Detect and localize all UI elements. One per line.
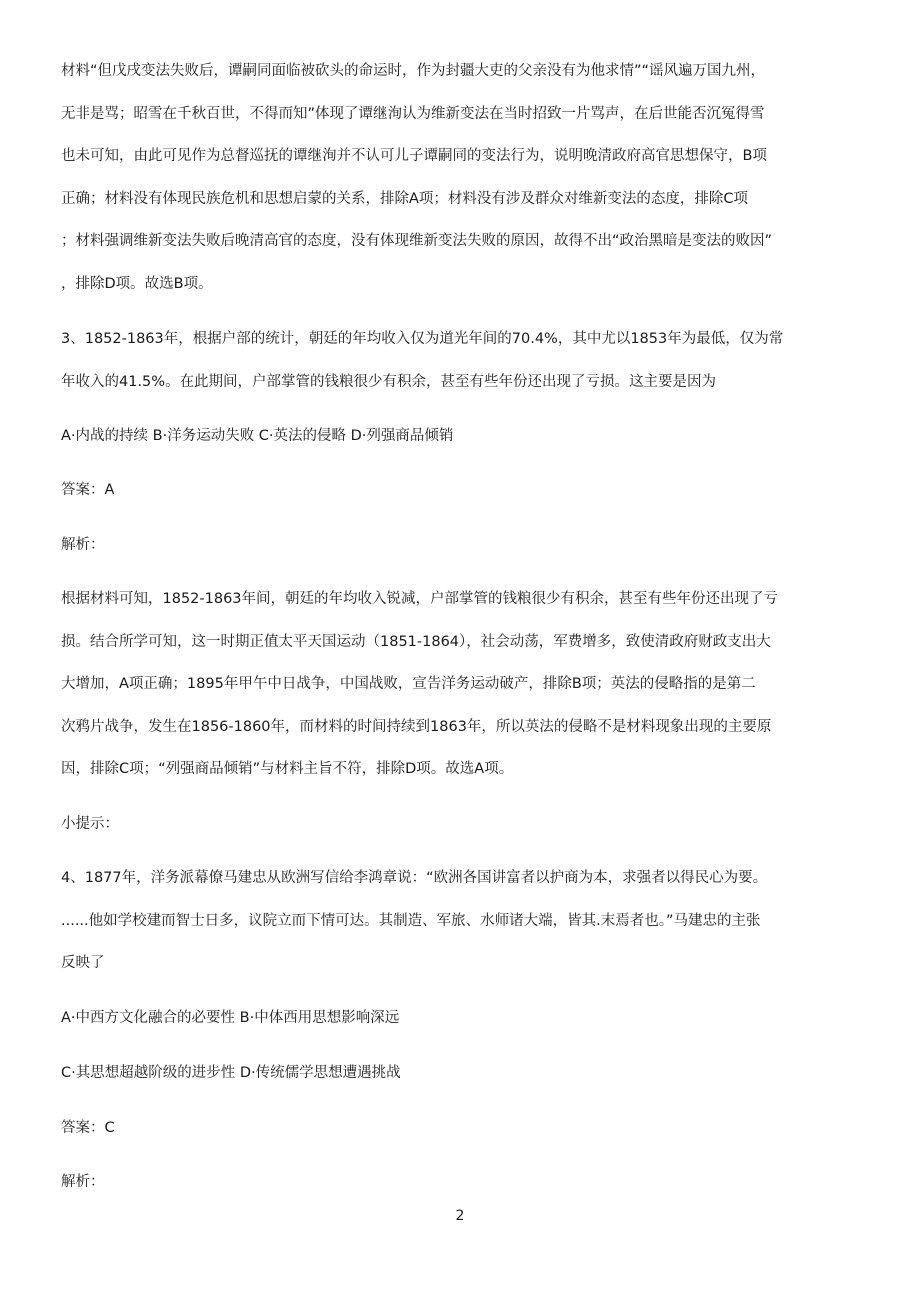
page-number: 2: [455, 1208, 465, 1224]
text-line: ，排除D项。故选B项。: [61, 275, 213, 292]
text-line: 正确；材料没有体现民族危机和思想启蒙的关系，排除A项；材料没有涉及群众对维新变法的态度，排除C项: [61, 190, 749, 207]
question-3-stem: [61, 318, 861, 403]
text-line: 损。结合所学可知，这一时期正值太平天国运动（1851-1864），社会动荡，军费增多，致使清政府财政支出大: [61, 633, 771, 650]
text-line: ；材料强调维新变法失败后晚清高官的态度，没有体现维新变法失败的原因，故得不出“政治黑暗是变法的败因”: [61, 233, 773, 249]
text-line: 根据材料可知，1852-1863年间，朝廷的年均收入锐减，户部掌管的钱粮很少有积余，甚至有些年份还出现了亏: [61, 591, 779, 607]
question-3-tip: 小提示：: [61, 816, 119, 832]
text-line: ......他如学校建而智士日多，议院立而下情可达。其制造、军旅、水师诸大端，皆其.末焉者也。”马建忠的主张: [61, 912, 761, 929]
question-3-analysis-label: 解析：: [61, 537, 105, 553]
paragraph-q2-analysis: [61, 50, 861, 305]
question-3-analysis: [61, 578, 861, 791]
text-line: 大增加，A项正确；1895年甲午中日战争，中国战败，宣告洋务运动破产，排除B项；英法的侵略指的是第二: [61, 676, 756, 692]
question-4-answer: 答案：C: [61, 1120, 115, 1136]
question-4-analysis-label: 解析：: [61, 1174, 105, 1190]
question-4-options-ab: A·中西方文化融合的必要性 B·中体西用思想影响深远: [61, 1010, 400, 1026]
text-line: 次鸦片战争，发生在1856-1860年，而材料的时间持续到1863年，所以英法的侵略不是材料现象出现的主要原: [61, 718, 772, 735]
text-line: 因，排除C项；“列强商品倾销”与材料主旨不符，排除D项。故选A项。: [61, 761, 514, 777]
text-line: 材料“但戊戌变法失败后，谭嗣同面临被砍头的命运时，作为封疆大吏的父亲没有为他求情”“谣风遍万国九州，: [61, 63, 766, 79]
text-line: 也未可知，由此可见作为总督巡抚的谭继洵并不认可儿子谭嗣同的变法行为，说明晚清政府高官思想保守，B项: [61, 148, 767, 164]
question-3-answer: 答案：A: [61, 482, 115, 498]
text-line: 反映了: [61, 955, 105, 971]
text-line: 3、1852-1863年，根据户部的统计，朝廷的年均收入仅为道光年间的70.4%，其中尤以1853年为最低，仅为常: [61, 331, 784, 347]
text-line: 无非是骂；昭雪在千秋百世，不得而知”体现了谭继洵认为维新变法在当时招致一片骂声，在后世能否沉冤得雪: [61, 105, 765, 122]
question-3-options: A·内战的持续 B·洋务运动失败 C·英法的侵略 D·列强商品倾销: [61, 428, 454, 444]
text-line: 年收入的41.5%。在此期间，户部掌管的钱粮很少有积余，甚至有些年份还出现了亏损。这主要是因为: [61, 373, 717, 390]
text-line: 4、1877年，洋务派幕僚马建忠从欧洲写信给李鸿章说：“欧洲各国讲富者以护商为本，求强者以得民心为要。: [61, 870, 768, 886]
question-4-options-cd: C·其思想超越阶级的进步性 D·传统儒学思想遭遇挑战: [61, 1065, 401, 1081]
question-4-stem: [61, 857, 861, 985]
